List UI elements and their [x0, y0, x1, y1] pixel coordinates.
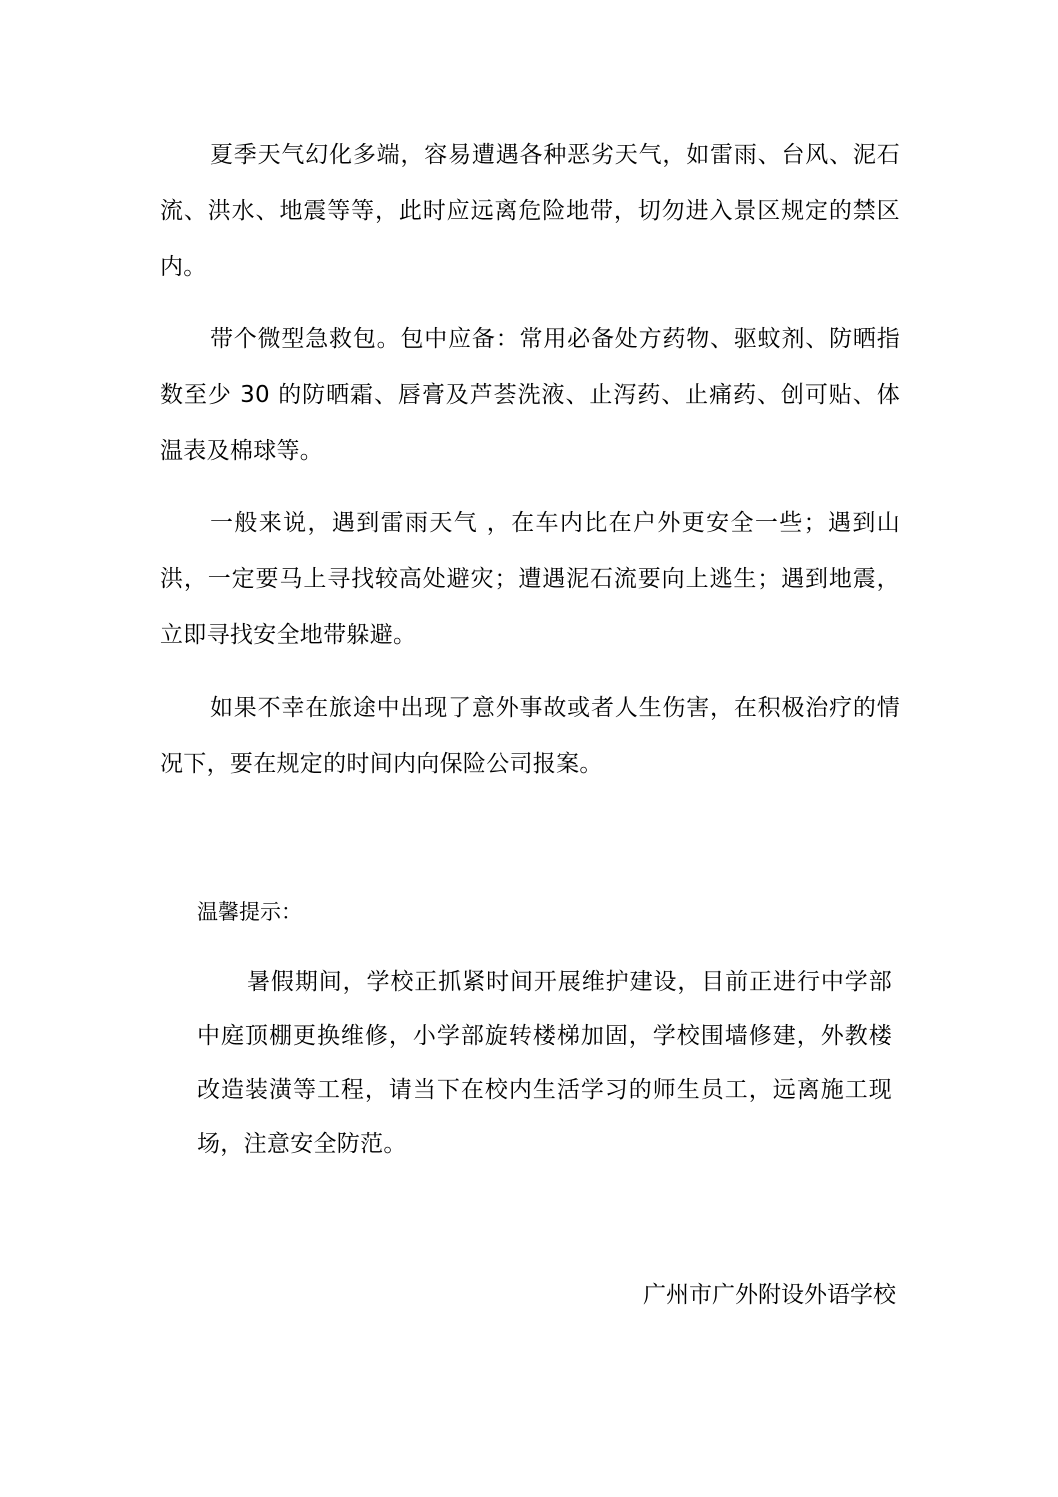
tip-body: 暑假期间，学校正抓紧时间开展维护建设，目前正进行中学部中庭顶棚更换维修，小学部旋转楼梯加固，学校围墙修建，外教楼改造装潢等工程，请当下在校内生活学习的师生员工，远离施工现场，注意安全防范。: [197, 969, 892, 1157]
paragraph-weather-safety: 夏季天气幻化多端，容易遭遇各种恶劣天气，如雷雨、台风、泥石流、洪水、地震等等，此时应远离危险地带，切勿进入景区规定的禁区内。: [160, 142, 900, 280]
paragraph-disaster-response: 一般来说，遇到雷雨天气 ，在车内比在户外更安全一些；遇到山洪，一定要马上寻找较高处避灾；遭遇泥石流要向上逃生；遇到地震，立即寻找安全地带躲避。: [160, 510, 900, 648]
paragraph-insurance-report: 如果不幸在旅途中出现了意外事故或者人生伤害，在积极治疗的情况下，要在规定的时间内向保险公司报案。: [160, 695, 900, 777]
school-signature: 广州市广外附设外语学校: [643, 1282, 896, 1308]
tip-title: 温馨提示：: [197, 900, 302, 924]
paragraph-first-aid-kit: 带个微型急救包。包中应备：常用必备处方药物、驱蚊剂、防晒指数至少 30 的防晒霜、唇膏及芦荟洗液、止泻药、止痛药、创可贴、体温表及棉球等。: [160, 326, 900, 464]
